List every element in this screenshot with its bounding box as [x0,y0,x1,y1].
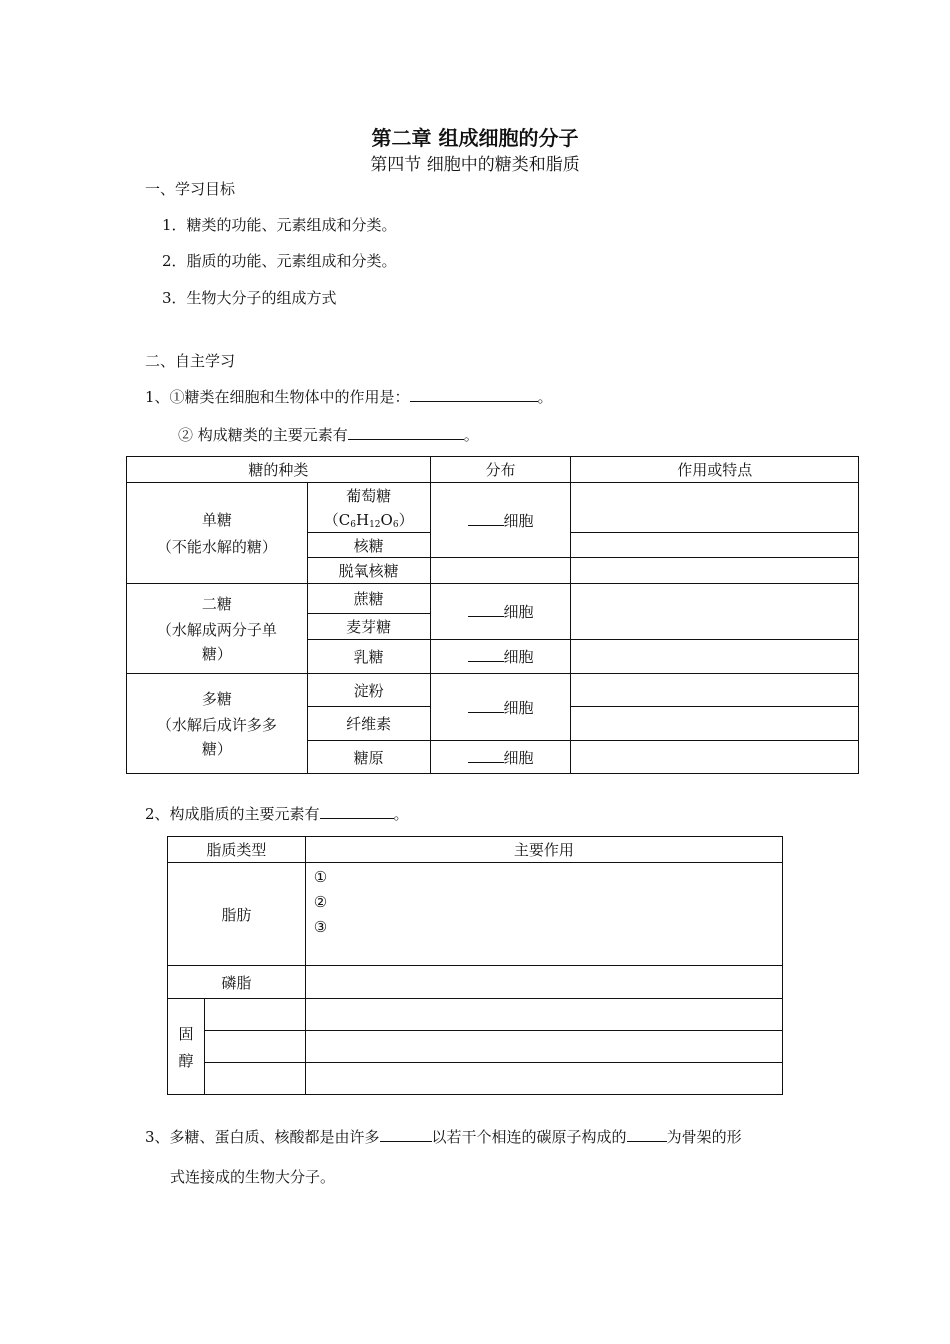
monosaccharide-cell [127,483,308,584]
cell-label: 细胞 [503,648,534,666]
sugar-name-cell: 麦芽糖 [307,614,430,640]
answer-blank[interactable] [468,647,504,662]
answer-cell[interactable] [571,741,859,774]
answer-cell[interactable] [571,674,859,707]
sterol-char: 固 [178,1024,194,1043]
answer-blank[interactable] [468,511,504,526]
sugar-name-cell: 脱氧核糖 [307,558,430,584]
question-text: ② 构成糖类的主要元素有 [178,426,348,444]
answer-blank[interactable] [627,1127,667,1142]
distribution-cell [430,674,571,741]
glucose-formula: $(C_6H_{12}O_6)$ [323,511,414,530]
disaccharide-cell [127,584,308,674]
question-text: 2、构成脂质的主要元素有 [145,805,320,823]
goal-item: 1．糖类的功能、元素组成和分类。 [162,216,397,234]
category-note: 糖） [201,645,232,663]
sterol-char: 醇 [178,1051,194,1070]
answer-blank[interactable] [468,602,504,617]
category-note: （水解后成许多多 [156,716,277,734]
cell-label: 细胞 [503,698,534,717]
section-title: 第四节 细胞中的糖类和脂质 [370,155,580,175]
answer-blank[interactable] [410,387,538,402]
table-header: 脂质类型 [168,837,306,863]
distribution-cell [430,558,571,584]
distribution-cell [430,741,571,774]
question-1b [178,424,479,445]
question-text: 为骨架的形 [666,1128,742,1146]
punctuation: 。 [463,426,479,444]
question-2 [145,803,409,824]
sugar-name: 葡萄糖 [346,487,392,505]
answer-cell[interactable] [571,640,859,674]
category-note: 糖） [201,740,232,758]
list-marker: ① [313,868,328,886]
answer-cell[interactable] [571,483,859,533]
question-1a [145,386,553,407]
distribution-cell [430,640,571,674]
distribution-cell [430,584,571,640]
list-marker: ② [313,893,328,911]
category-note: （水解成两分子单 [156,621,277,639]
chapter-title: 第二章 组成细胞的分子 [371,126,579,150]
table-header: 分布 [430,457,571,483]
sterol-cell [168,999,205,1095]
answer-cell[interactable] [571,558,859,584]
sugar-table [126,456,859,774]
cell-label: 细胞 [503,748,534,767]
category-note: （不能水解的糖） [156,538,277,556]
question-text: 1、①糖类在细胞和生物体中的作用是： [145,388,410,406]
table-header: 糖的种类 [127,457,431,483]
question-text: 以若干个相连的碳原子构成的 [431,1128,627,1146]
category-label: 多糖 [201,690,232,708]
category-label: 二糖 [201,595,232,613]
lipid-table [167,836,783,1095]
answer-cell[interactable] [204,999,305,1031]
distribution-cell [430,483,571,558]
answer-cell[interactable] [571,707,859,741]
answer-blank[interactable] [320,804,394,819]
answer-cell[interactable] [571,533,859,558]
answer-cell[interactable] [305,999,782,1031]
answer-cell[interactable] [305,1031,782,1063]
goals-heading: 一、学习目标 [145,180,236,198]
question-3 [145,1126,742,1147]
fat-cell: 脂肪 [168,863,306,966]
answer-cell[interactable] [204,1031,305,1063]
polysaccharide-cell [127,674,308,774]
answer-cell[interactable] [305,1063,782,1095]
answer-blank[interactable] [380,1127,432,1142]
phospholipid-cell: 磷脂 [168,966,306,999]
sugar-name-cell: 乳糖 [307,640,430,674]
answer-blank[interactable] [468,748,504,763]
answer-cell[interactable] [571,584,859,640]
table-header: 作用或特点 [571,457,859,483]
answer-blank[interactable] [348,425,464,440]
goal-item: 3．生物大分子的组成方式 [162,289,337,307]
sugar-name-cell: 纤维素 [307,707,430,741]
cell-label: 细胞 [503,511,534,530]
category-label: 单糖 [201,511,232,529]
goal-item: 2．脂质的功能、元素组成和分类。 [162,252,397,270]
answer-blank[interactable] [468,698,504,713]
sugar-name-cell: 淀粉 [307,674,430,707]
question-3-cont: 式连接成的生物大分子。 [170,1168,336,1186]
answer-cell[interactable] [204,1063,305,1095]
cell-label: 细胞 [503,603,534,621]
punctuation: 。 [393,805,409,823]
table-header: 主要作用 [305,837,782,863]
sugar-name-cell: 核糖 [307,533,430,558]
list-marker: ③ [313,918,328,936]
question-text: 3、多糖、蛋白质、核酸都是由许多 [145,1128,380,1146]
punctuation: 。 [537,388,553,406]
fat-function-cell[interactable] [305,863,782,966]
sugar-name-cell: 糖原 [307,741,430,774]
answer-cell[interactable] [305,966,782,999]
self-study-heading: 二、自主学习 [145,352,236,370]
sugar-name-cell [307,483,430,533]
sugar-name-cell: 蔗糖 [307,584,430,614]
